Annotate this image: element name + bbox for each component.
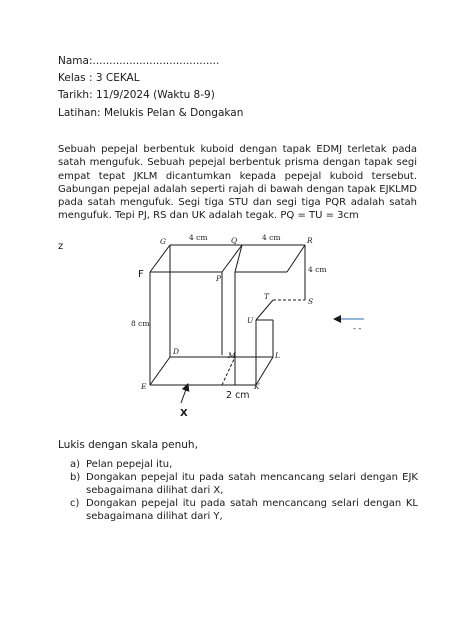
hidden-edges (222, 272, 305, 385)
solid-edges (150, 245, 305, 385)
question-list (70, 458, 418, 523)
name-line: Nama:...................................... (58, 55, 220, 67)
question-item (70, 458, 418, 471)
date-line: Tarikh: 11/9/2024 (Waktu 8-9) (58, 89, 215, 101)
view-y-label: - - (353, 324, 362, 333)
label-M: M (228, 351, 236, 360)
dim-height: 8 cm (131, 319, 150, 328)
question-marker: b) (70, 472, 81, 483)
question-text: Dongakan pepejal itu pada satah mencancang selari dengan EJK sebagaimana dilihat dari X, (86, 472, 418, 496)
problem-paragraph: Sebuah pepejal berbentuk kuboid dengan tapak EDMJ terletak pada satah mengufuk. Sebuah pepejal berbentuk prisma dengan tapak segi empat tepat JKLM dicantumkan kepada pepejal kuboid tersebut. Gabungan pepejal adalah seperti rajah di bawah dengan tapak EJKLMD pada satah mengufuk. Segi tiga STU dan segi tiga PQR adalah satah mengufuk. Tepi PJ, RS dan UK adalah tegak. PQ = TU = 3cm (58, 144, 417, 222)
question-item (70, 497, 418, 523)
view-x-arrow (181, 384, 188, 403)
dim-gq: 4 cm (189, 233, 208, 242)
class-line: Kelas : 3 CEKAL (58, 72, 140, 84)
view-x-label: X (180, 408, 188, 419)
label-T: T (264, 292, 270, 301)
question-marker: a) (70, 459, 81, 470)
questions-intro: Lukis dengan skala penuh, (58, 439, 198, 451)
label-S: S (308, 297, 314, 306)
dim-base: 2 cm (226, 390, 250, 401)
label-G: G (160, 237, 166, 246)
question-item (70, 471, 418, 497)
question-marker: c) (70, 498, 80, 509)
label-F: F (138, 269, 144, 280)
side-mark: z (58, 241, 64, 252)
question-text: Dongakan pepejal itu pada satah mencancang selari dengan KL sebagaimana dilihat dari Y, (86, 498, 418, 522)
dim-qr: 4 cm (262, 233, 281, 242)
label-R: R (307, 236, 313, 245)
solid-diagram (0, 228, 474, 428)
label-L: L (275, 351, 280, 360)
label-P: P (216, 274, 222, 283)
label-Q: Q (231, 236, 238, 245)
label-E: E (141, 382, 147, 391)
dim-rs: 4 cm (308, 265, 327, 274)
exercise-title: Latihan: Melukis Pelan & Dongakan (58, 107, 244, 119)
label-K: K (254, 382, 260, 391)
label-U: U (247, 316, 254, 325)
question-text: Pelan pepejal itu, (86, 459, 173, 470)
label-D: D (173, 347, 180, 356)
